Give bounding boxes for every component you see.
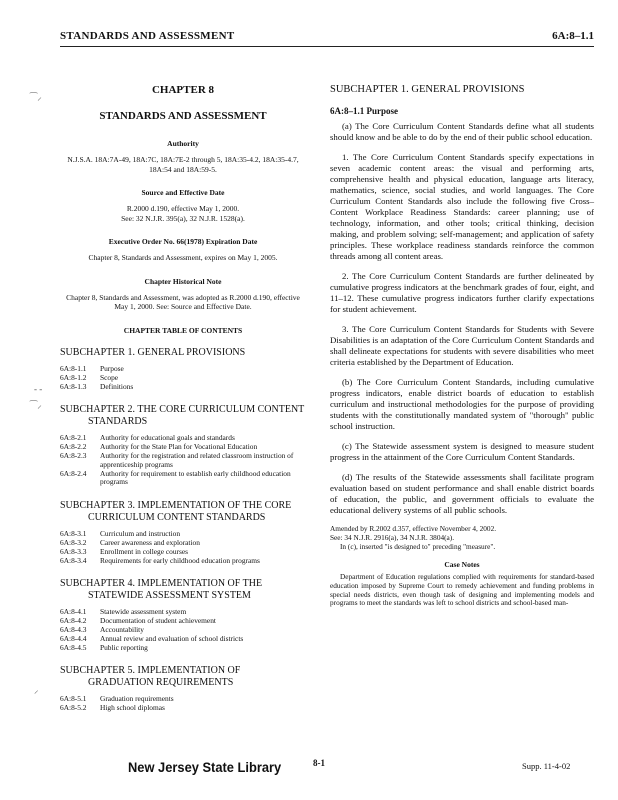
toc-entry <box>60 383 306 392</box>
toc-entry-title: Career awareness and exploration <box>100 537 200 547</box>
paragraph-c: (c) The Statewide assessment system is designed to measure student progress in the attainment of the Core Curriculum Content Standards. <box>330 441 594 462</box>
toc-subchapter-4: SUBCHAPTER 4. IMPLEMENTATION OF THE STATEWIDE ASSESSMENT SYSTEM <box>60 578 263 601</box>
toc-entry <box>60 704 306 713</box>
toc-entry-title: Curriculum and instruction <box>100 529 181 539</box>
toc-entry-title: Purpose <box>100 364 124 373</box>
toc-entry-title: Authority for the State Plan for Vocational Education <box>100 442 258 452</box>
toc-entry-title: Graduation requirements <box>100 694 174 704</box>
toc-entry <box>60 635 306 644</box>
toc-entry-number: 6A:8-4.3 <box>60 624 87 634</box>
toc-entry-title: Authority for requirement to establish early childhood education programs <box>100 468 291 487</box>
right-column <box>330 84 594 608</box>
toc-entry-title: Authority for educational goals and standards <box>100 433 235 443</box>
toc-list <box>60 365 306 391</box>
toc-entry-title: Annual review and evaluation of school districts <box>100 633 244 643</box>
toc-entry <box>60 374 306 383</box>
case-notes-text: Department of Education regulations complied with requirements for standard-based education imposed by Supreme Court to remedy achievement and funding problems in special needs districts, even though task of designing and implementing models and programs to meet the standards was left to school districts and school-based man- <box>330 572 594 608</box>
toc-list <box>60 434 306 487</box>
toc-entry-number: 6A:8-4.4 <box>60 633 87 643</box>
toc-list <box>60 530 306 565</box>
toc-entry-number: 6A:8-3.4 <box>60 555 87 565</box>
toc-entry-title: Requirements for early childhood education programs <box>100 555 260 565</box>
amendment-see: See: 34 N.J.R. 2916(a), 34 N.J.R. 3804(a). <box>330 532 455 542</box>
toc-entry-number: 6A:8-4.5 <box>60 642 87 652</box>
historical-note-heading: Chapter Historical Note <box>144 276 222 286</box>
toc-entry-title: Accountability <box>100 624 144 634</box>
toc-entry-number: 6A:8-5.2 <box>60 703 87 713</box>
historical-note-text: Chapter 8, Standards and Assessment, was adopted as R.2000 d.190, effective May 1, 2000. See: Source and Effective Date. <box>66 292 300 311</box>
page-number: 8-1 <box>313 758 325 768</box>
paragraph-d: (d) The results of the Statewide assessments shall facilitate program evaluation based on student performance and shall enable district boards of education, the public, and government officials to evaluate the educational delivery systems of all public schools. <box>330 472 594 515</box>
toc-entry-number: 6A:8-3.3 <box>60 546 87 556</box>
toc-entry-title: Documentation of student achievement <box>100 616 216 626</box>
toc-entry-title: Public reporting <box>100 642 148 652</box>
toc-subchapter-2: SUBCHAPTER 2. THE CORE CURRICULUM CONTENT STANDARDS <box>60 404 305 427</box>
toc-entry <box>60 695 306 704</box>
toc-entry-title: High school diplomas <box>100 703 165 713</box>
margin-mark: ‐ ‐ <box>34 384 43 394</box>
toc-entry-number: 6A:8-4.2 <box>60 616 87 626</box>
toc-entry-number: 6A:8-1.1 <box>60 364 87 373</box>
authority-heading: Authority <box>167 139 199 148</box>
left-column <box>60 84 306 726</box>
header-rule <box>60 46 594 47</box>
paragraph-a2: 2. The Core Curriculum Content Standards are further delineated by cumulative progress indicators at the benchmark grades of four, eight, and 11–12. These cumulative progress indicators further clarify expectations for student achievement. <box>330 271 594 314</box>
header-title: STANDARDS AND ASSESSMENT <box>60 30 235 42</box>
toc-entry <box>60 365 306 374</box>
amendment-note: Amended by R.2002 d.357, effective November 4, 2002. <box>330 524 497 533</box>
case-notes-heading: Case Notes <box>444 560 480 570</box>
header-section: 6A:8–1.1 <box>552 30 594 42</box>
toc-entry <box>60 557 306 566</box>
toc-entry-number: 6A:8-2.1 <box>60 433 87 443</box>
toc-entry <box>60 452 306 470</box>
chapter-number: CHAPTER 8 <box>151 84 215 96</box>
toc-entry-number: 6A:8-2.2 <box>60 442 87 452</box>
paragraph-b: (b) The Core Curriculum Content Standards, including cumulative progress indicators, enable district boards of education to establish curriculum and instructional methodologies for the purpose of providing students with the constitutionally mandated system of "thorough" public school instruction. <box>330 377 594 431</box>
toc-entry <box>60 644 306 653</box>
toc-entry-number: 6A:8-4.1 <box>60 607 87 617</box>
toc-entry-number: 6A:8-1.3 <box>60 381 87 391</box>
toc-list <box>60 608 306 652</box>
paragraph-a3: 3. The Core Curriculum Content Standards for Students with Severe Disabilities is an adaptation of the Core Curriculum Content Standards and shall delineate expectations for students with severe disabilities who meet criteria established by the Department of Education. <box>330 324 594 367</box>
amendment-detail: In (c), inserted "is designed to" preceding "measure". <box>340 541 496 551</box>
library-stamp: New Jersey State Library <box>128 759 282 775</box>
toc-entry-title: Authority for the registration and related classroom instruction of apprenticeship programs <box>100 450 294 469</box>
toc-entry-title: Enrollment in college courses <box>100 546 189 556</box>
toc-entry <box>60 470 306 488</box>
running-header <box>60 30 594 46</box>
executive-order-text: Chapter 8, Standards and Assessment, expires on May 1, 2005. <box>88 253 278 262</box>
toc-entry-number: 6A:8-2.3 <box>60 450 87 460</box>
toc-entry-title: Statewide assessment system <box>100 607 187 617</box>
toc-entry-number: 6A:8-3.2 <box>60 537 87 547</box>
toc-subchapter-1: SUBCHAPTER 1. GENERAL PROVISIONS <box>60 346 246 358</box>
supplement-date: Supp. 11-4-02 <box>522 761 571 771</box>
section-heading: 6A:8–1.1 Purpose <box>330 106 398 116</box>
toc-heading: CHAPTER TABLE OF CONTENTS <box>123 325 243 335</box>
toc-entry-number: 6A:8-2.4 <box>60 468 87 478</box>
toc-entry-number: 6A:8-3.1 <box>60 529 87 539</box>
source-heading: Source and Effective Date <box>141 188 225 197</box>
toc-list <box>60 695 306 713</box>
toc-subchapter-5: SUBCHAPTER 5. IMPLEMENTATION OF GRADUATION REQUIREMENTS <box>60 665 241 688</box>
chapter-title: STANDARDS AND ASSESSMENT <box>99 110 267 122</box>
source-text: R.2000 d.190, effective May 1, 2000. See: 32 N.J.R. 395(a), 32 N.J.R. 1528(a). <box>121 204 245 223</box>
margin-mark: ⁀⸝ <box>30 92 42 102</box>
paragraph-a1: 1. The Core Curriculum Content Standards specify expectations in seven academic content areas: the visual and performing arts, comprehensive health and physical education, language arts literacy, mathematics, science, social studies, and world languages. The Core Curriculum Content Standards also include the following five Cross–Content Workplace Readiness Standards: career planning; use of technology, information, and other tools; critical thinking, decision making, and problem solving; self-management; and application of safety principles. These workplace readiness standards reinforce the common threads among all content areas. <box>330 152 594 261</box>
subchapter-heading: SUBCHAPTER 1. GENERAL PROVISIONS <box>330 84 525 95</box>
margin-mark: ⁀⸝ <box>30 400 42 410</box>
toc-entry-title: Definitions <box>100 381 134 391</box>
executive-order-heading: Executive Order No. 66(1978) Expiration Date <box>108 237 258 246</box>
toc-entry-number: 6A:8-5.1 <box>60 694 87 704</box>
margin-mark: ⸝ <box>34 685 39 695</box>
toc-subchapter-3: SUBCHAPTER 3. IMPLEMENTATION OF THE CORE CURRICULUM CONTENT STANDARDS <box>60 500 292 523</box>
toc-entry-title: Scope <box>100 372 119 382</box>
toc-entry-number: 6A:8-1.2 <box>60 372 87 382</box>
authority-text: N.J.S.A. 18A:7A-49, 18A:7C, 18A:7E-2 through 5, 18A:35-4.2, 18A:35-4.7, 18A:54 and 18A:59-5. <box>67 155 299 174</box>
toc-entry <box>60 617 306 626</box>
paragraph-a: (a) The Core Curriculum Content Standards define what all students should know and be able to do by the end of their public school education. <box>330 121 594 142</box>
